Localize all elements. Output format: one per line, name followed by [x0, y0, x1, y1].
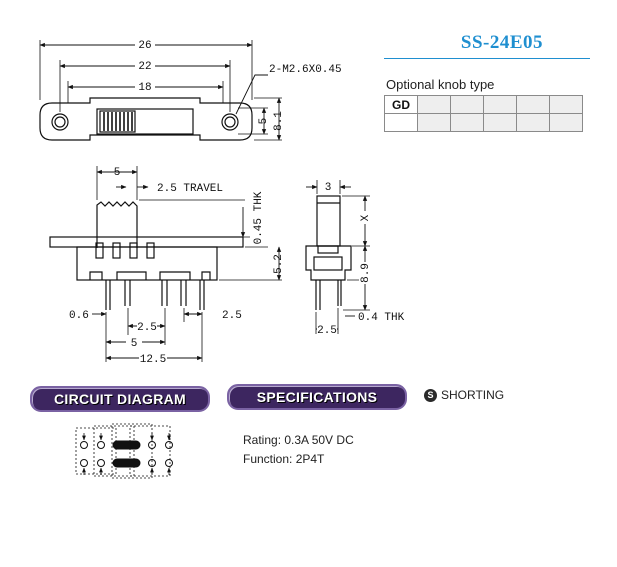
dim-pin-pitch-b: 2.5: [222, 310, 242, 322]
dim-travel: 2.5 TRAVEL: [157, 183, 224, 195]
dim-pin-row: 12.5: [139, 354, 167, 366]
dim-height-5-2: 5.2: [273, 254, 285, 274]
specifications-banner: SPECIFICATIONS: [227, 384, 407, 410]
spec-rating: Rating: 0.3A 50V DC: [243, 433, 354, 447]
knob-row: [385, 114, 583, 132]
knob-cell: [418, 114, 451, 132]
dim-side-height: 8.9: [360, 263, 372, 283]
knob-cell-gd: GD: [385, 96, 418, 114]
knob-type-title: Optional knob type: [386, 77, 495, 92]
circuit-diagram: [76, 424, 173, 478]
dim-side-pin: 2.5: [317, 325, 337, 337]
dim-pin-span: 5: [130, 338, 138, 350]
model-underline: [384, 58, 590, 59]
side-view: [306, 180, 370, 334]
knob-type-table: [384, 95, 583, 132]
dim-pin-thk: 0.6: [69, 310, 89, 322]
knob-row: [385, 96, 583, 114]
knob-cell: [484, 96, 517, 114]
dim-body-length: 18: [138, 82, 152, 94]
knob-cell: [385, 114, 418, 132]
knob-cell: [484, 114, 517, 132]
dim-side-thk: 0.4 THK: [358, 312, 405, 324]
knob-cell: [517, 96, 550, 114]
dim-overall-length: 26: [138, 40, 152, 52]
dim-screw-holes: 2-M2.6X0.45: [269, 64, 342, 76]
spec-function: Function: 2P4T: [243, 452, 325, 466]
knob-cell: [418, 96, 451, 114]
dim-pin-pitch-a: 2.5: [137, 322, 157, 334]
shorting-indicator: [424, 388, 504, 402]
dim-knob-width: 5: [113, 167, 121, 179]
dim-side-x: X: [360, 214, 372, 222]
circuit-diagram-banner: CIRCUIT DIAGRAM: [30, 386, 210, 412]
model-number: SS-24E05: [460, 32, 544, 53]
knob-cell: [451, 114, 484, 132]
shorting-label: SHORTING: [441, 388, 505, 402]
shorting-icon: S: [424, 389, 437, 402]
knob-cell: [517, 114, 550, 132]
dim-height-8-1: 8.1: [273, 111, 285, 131]
dim-side-width: 3: [324, 182, 332, 194]
dim-height-5: 5: [258, 117, 270, 125]
knob-cell: [451, 96, 484, 114]
knob-cell: [550, 96, 583, 114]
knob-cell: [550, 114, 583, 132]
top-view: [40, 40, 282, 140]
dim-mount-hole-spacing: 22: [138, 61, 152, 73]
dim-thk-045: 0.45 THK: [253, 191, 265, 245]
front-view: [50, 166, 282, 362]
